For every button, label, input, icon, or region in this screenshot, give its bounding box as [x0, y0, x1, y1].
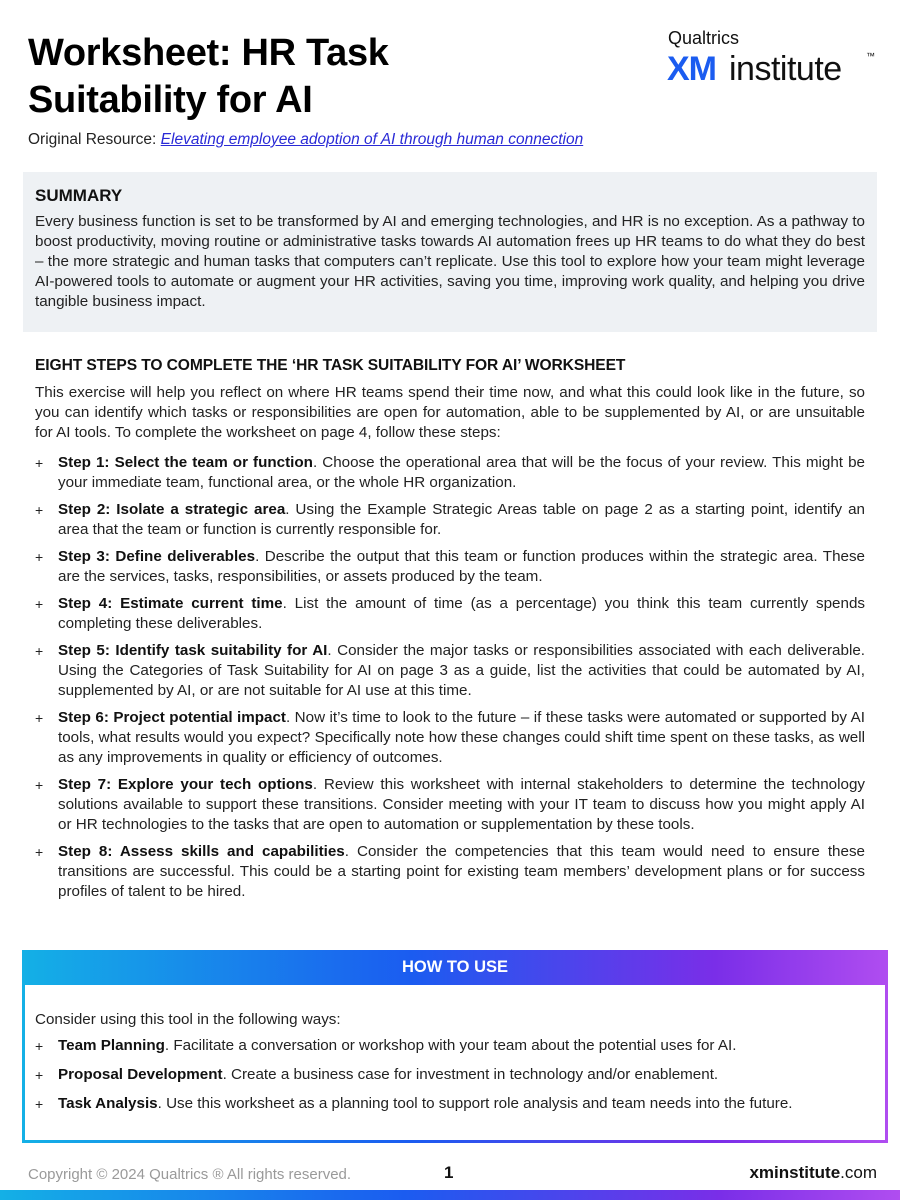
plus-bullet-icon: +	[35, 549, 44, 565]
steps-heading: EIGHT STEPS TO COMPLETE THE ‘HR TASK SUITABILITY FOR AI’ WORKSHEET	[35, 357, 626, 374]
step-text: . Choose the operational area that will be the focus of your review. This might be your immediate team, functional area, or the whole HR organization.	[58, 454, 865, 491]
step-title: Step 6: Project potential impact	[58, 709, 286, 726]
title-line-1: Worksheet: HR Task	[28, 32, 389, 74]
logo-brand: Qualtrics	[668, 28, 740, 48]
plus-bullet-icon: +	[35, 596, 44, 612]
step-title: Step 4: Estimate current time	[58, 595, 283, 612]
original-resource-label: Original Resource:	[28, 131, 161, 148]
how-to-use-item-title: Task Analysis	[58, 1095, 158, 1112]
how-to-use-item	[35, 1094, 875, 1114]
step-item	[35, 641, 865, 701]
step-text: . Consider the competencies that this team would need to ensure these transitions are successful. This could be a starting point for existing team members’ development plans or for success profiles of talent to be hired.	[58, 843, 865, 900]
how-to-use-body	[25, 985, 885, 1140]
footer-site-bold: xminstitute	[749, 1163, 841, 1182]
step-item	[35, 594, 865, 634]
steps-section	[35, 357, 865, 909]
logo-xm: XM	[667, 50, 716, 88]
step-title: Step 8: Assess skills and capabilities	[58, 843, 345, 860]
plus-bullet-icon: +	[35, 1067, 44, 1083]
step-item	[35, 453, 865, 493]
plus-bullet-icon: +	[35, 710, 44, 726]
page-number: 1	[444, 1163, 454, 1182]
step-title: Step 5: Identify task suitability for AI	[58, 642, 328, 659]
step-item	[35, 842, 865, 902]
how-to-use-box	[22, 950, 888, 1143]
summary-heading: SUMMARY	[35, 186, 123, 205]
plus-bullet-icon: +	[35, 502, 44, 518]
original-resource-link[interactable]: Elevating employee adoption of AI through human connection	[160, 131, 584, 148]
step-text: . List the amount of time (as a percentage) you think this team currently spends completing these deliverables.	[58, 595, 865, 632]
plus-bullet-icon: +	[35, 1038, 44, 1054]
footer-copyright: Copyright © 2024 Qualtrics ® All rights reserved.	[28, 1166, 352, 1183]
how-to-use-item	[35, 1065, 875, 1085]
how-to-use-item-text: . Facilitate a conversation or workshop with your team about the potential uses for AI.	[164, 1037, 737, 1054]
footer-gradient-bar	[0, 1190, 900, 1200]
step-item	[35, 547, 865, 587]
plus-bullet-icon: +	[35, 455, 44, 471]
plus-bullet-icon: +	[35, 1096, 44, 1112]
original-resource	[28, 131, 583, 149]
step-item	[35, 500, 865, 540]
title-line-2: Suitability for AI	[28, 79, 313, 121]
logo-institute: institute	[729, 50, 842, 88]
step-title: Step 3: Define deliverables	[58, 548, 256, 565]
step-title: Step 7: Explore your tech options	[58, 776, 313, 793]
page-title	[28, 30, 588, 124]
how-to-use-item	[35, 1036, 875, 1056]
how-to-use-heading: HOW TO USE	[401, 958, 509, 976]
step-text: . Review this worksheet with internal stakeholders to determine the technology solutions available to support these transitions. Consider meeting with your IT team to discuss how you might apply AI or HR technologies to the tasks that are open to automation or supplementation by these tools.	[58, 776, 865, 833]
summary-box	[23, 172, 877, 332]
how-to-use-item-title: Proposal Development	[58, 1066, 223, 1083]
step-text: . Now it’s time to look to the future – if these tasks were automated or supported by AI tools, what results would you expect? Specifically note how these changes could shift time spent on these tasks, as well as any improvements in quality or efficiency of outcomes.	[58, 709, 865, 766]
logo-trademark: ™	[866, 51, 875, 61]
xm-institute-logo	[667, 29, 882, 89]
steps-intro: This exercise will help you reflect on where HR teams spend their time now, and what this could look like in the future, so you can identify which tasks or responsibilities are open for automation, able to be supplemented by AI, or are unsuitable for AI tools. To complete the worksheet on page 4, follow these steps:	[35, 384, 865, 441]
how-to-use-item-text: . Use this worksheet as a planning tool to support role analysis and team needs into the future.	[157, 1095, 793, 1112]
summary-text: Every business function is set to be transformed by AI and emerging technologies, and HR is no exception. As a pathway to boost productivity, moving routine or administrative tasks towards AI automation frees up HR teams to do what they do best – the more strategic and human tasks that computers can’t replicate. Use this tool to explore how your team might leverage AI-powered tools to automate or augment your HR activities, saving you time, improving work quality, and helping you drive tangible business impact.	[35, 213, 865, 310]
step-item	[35, 708, 865, 768]
footer-site-suffix: .com	[840, 1163, 877, 1182]
step-text: . Describe the output that this team or function produces within the strategic area. These are the services, tasks, responsibilities, or assets produced by the team.	[58, 548, 865, 585]
how-to-use-item-text: . Create a business case for investment in technology and/or enablement.	[222, 1066, 719, 1083]
step-text: . Consider the major tasks or responsibilities associated with each deliverable. Using the Categories of Task Suitability for AI on page 3 as a guide, list the activities that could be automated by AI, supplemented by AI, or are not suitable for AI use at this time.	[58, 642, 865, 699]
plus-bullet-icon: +	[35, 643, 44, 659]
footer-website-link[interactable]	[749, 1163, 877, 1183]
step-title: Step 1: Select the team or function	[58, 454, 313, 471]
how-to-use-item-title: Team Planning	[58, 1037, 165, 1054]
step-item	[35, 775, 865, 835]
plus-bullet-icon: +	[35, 844, 44, 860]
plus-bullet-icon: +	[35, 777, 44, 793]
how-to-use-lead: Consider using this tool in the following ways:	[35, 1011, 341, 1028]
step-text: . Using the Example Strategic Areas table on page 2 as a starting point, identify an area that the team or function is currently responsible for.	[58, 501, 865, 538]
step-title: Step 2: Isolate a strategic area	[58, 501, 286, 518]
